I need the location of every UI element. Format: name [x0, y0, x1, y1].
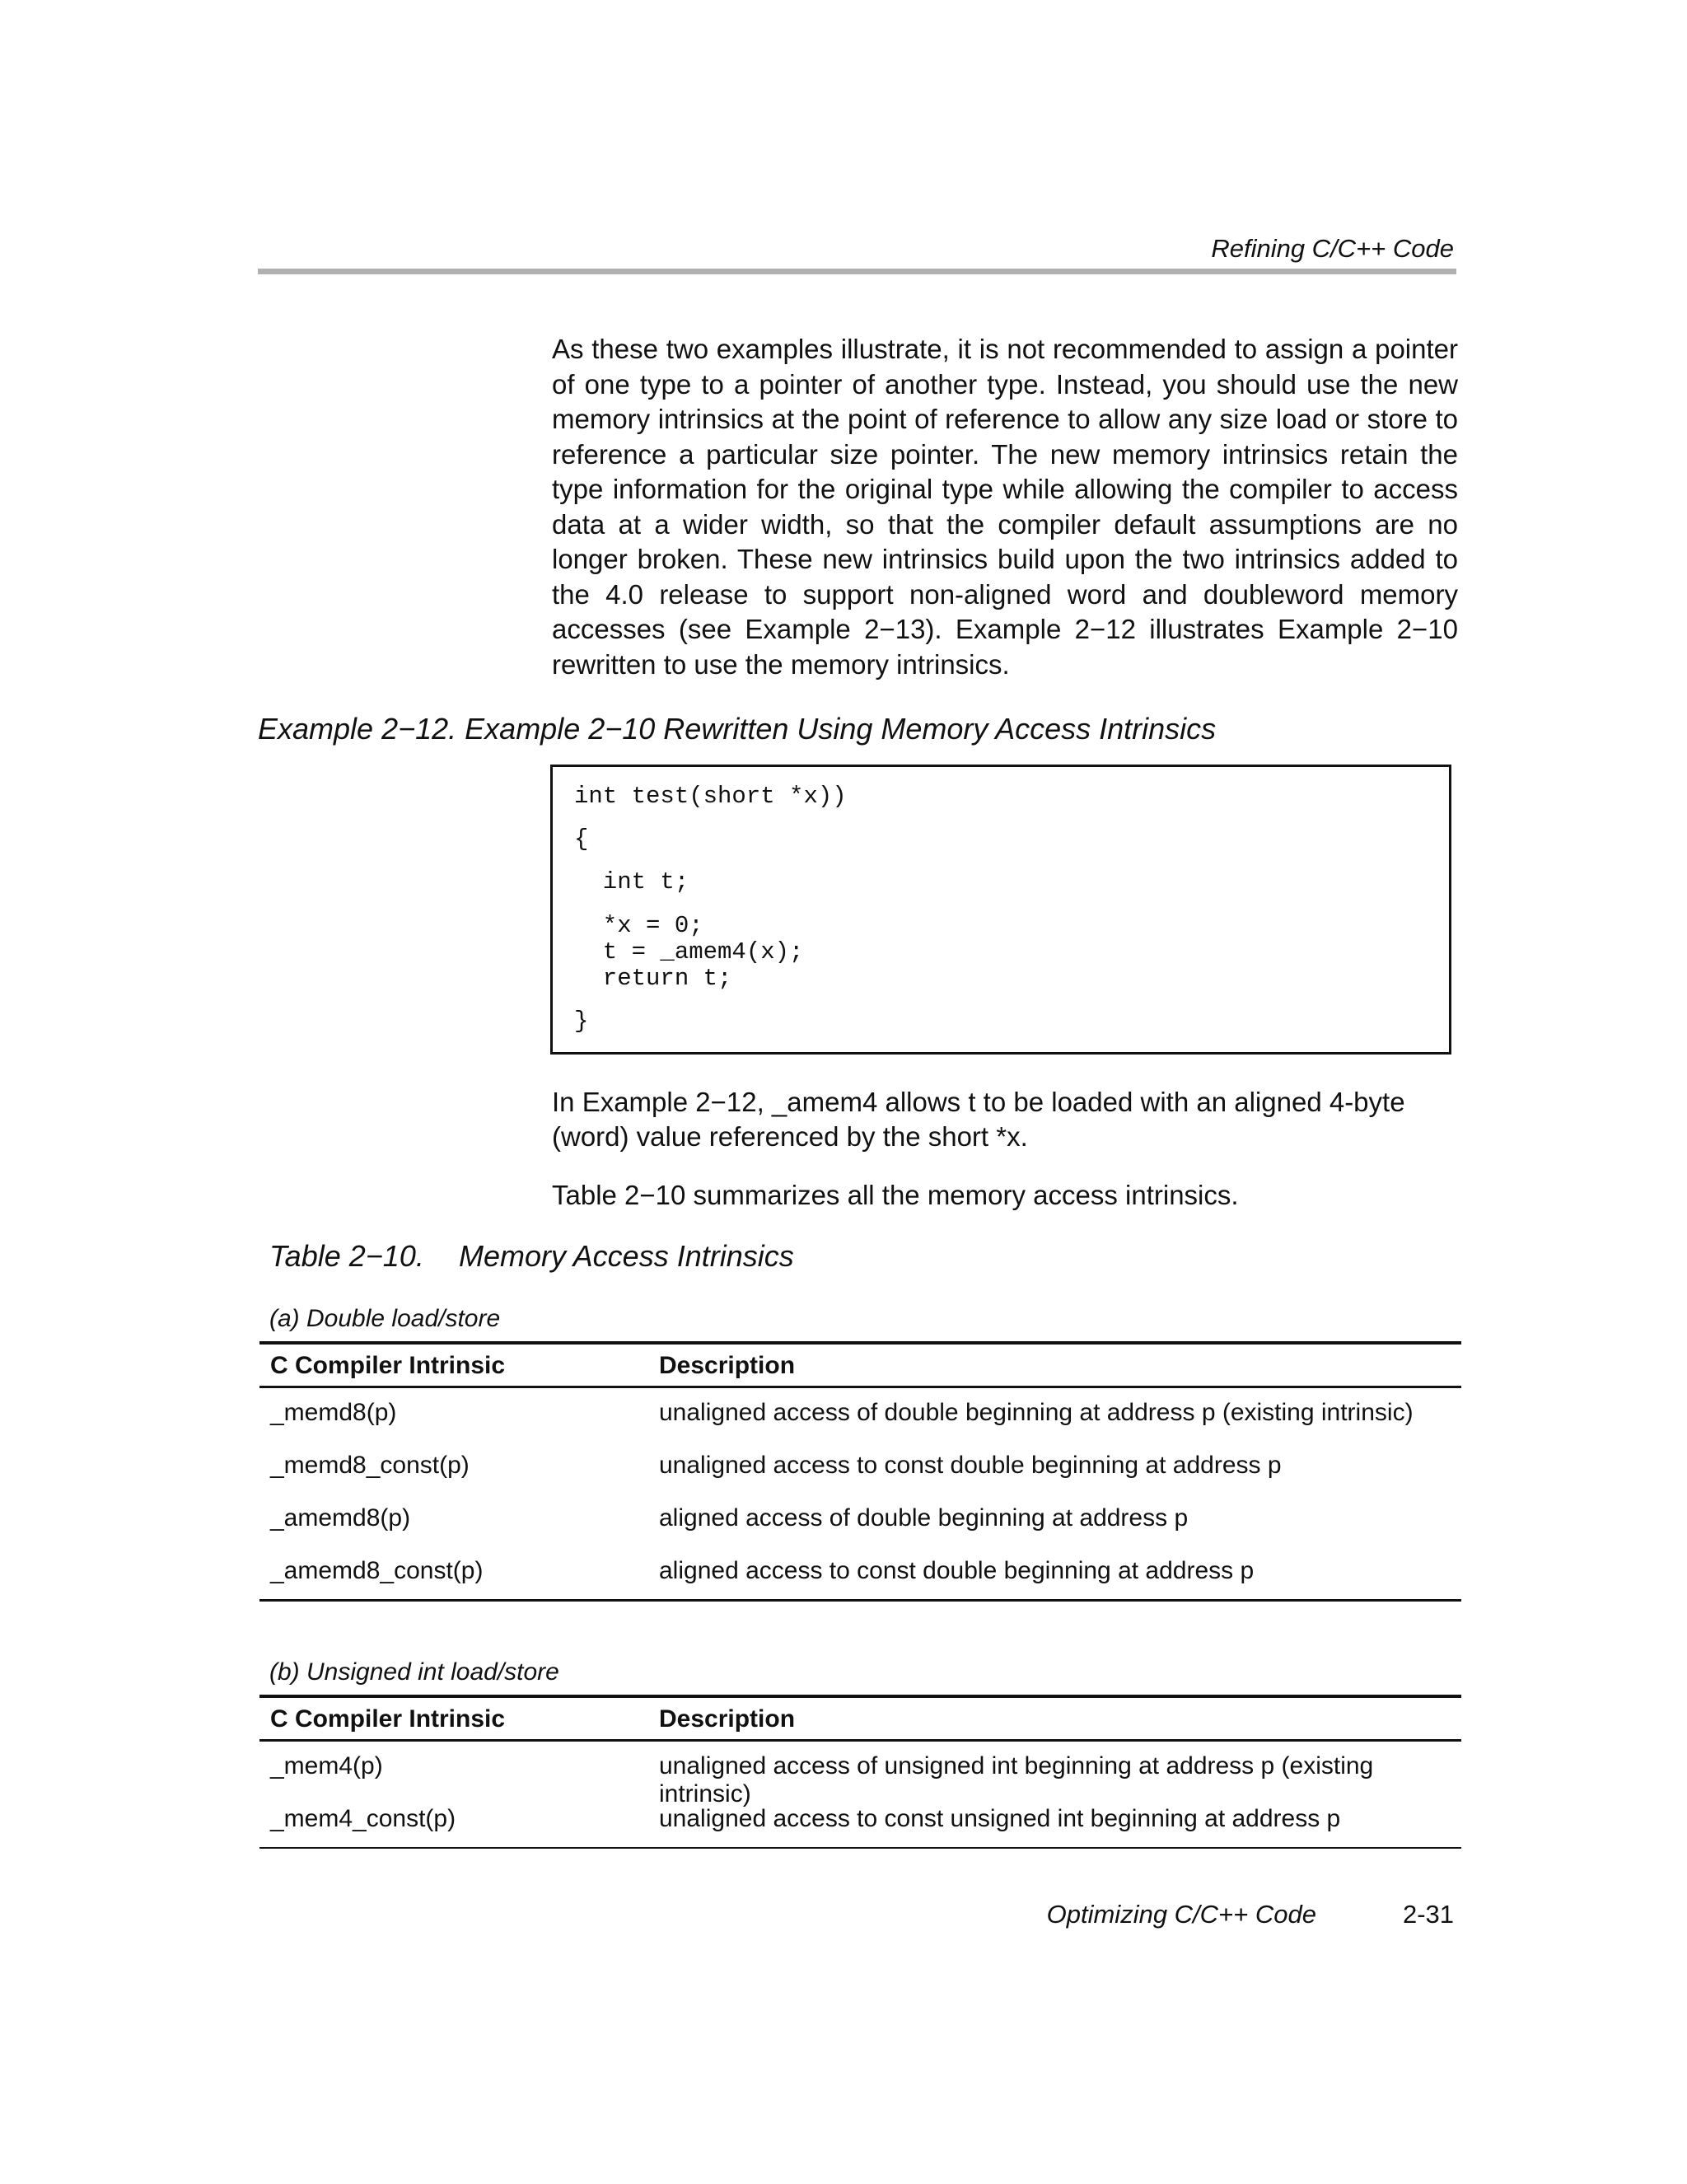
table-rule: [259, 1847, 1461, 1849]
code-line: int t;: [574, 868, 689, 896]
table-header-row: [259, 1698, 1461, 1739]
code-block: [550, 765, 1451, 1055]
post-example-paragraph: In Example 2−12, _amem4 allows t to be loaded with an aligned 4-byte (word) value referenced by the short *x.: [552, 1087, 1405, 1152]
description-cell: unaligned access of unsigned int beginning at address p (existing intrinsic): [659, 1752, 1374, 1808]
intrinsic-cell: _mem4(p): [270, 1752, 383, 1779]
table-header-row: [259, 1345, 1461, 1386]
table-row: [259, 1794, 1461, 1847]
column-header: Description: [659, 1705, 796, 1733]
description-cell: aligned access of double beginning at address p: [659, 1504, 1189, 1532]
footer-section-title: Optimizing C/C++ Code: [1046, 1900, 1316, 1929]
description-cell: unaligned access to const unsigned int beginning at address p: [659, 1805, 1341, 1832]
header-rule: [258, 269, 1456, 274]
code-line: }: [574, 1008, 589, 1035]
page-number: 2-31: [1402, 1900, 1454, 1929]
table-number: Table 2−10.: [269, 1239, 424, 1273]
description-cell: unaligned access to const double beginning at address p: [659, 1452, 1282, 1479]
code-line: t = _amem4(x);: [574, 938, 804, 966]
column-header: C Compiler Intrinsic: [270, 1705, 506, 1733]
description-cell: unaligned access of double beginning at address p (existing intrinsic): [659, 1399, 1414, 1426]
intrinsic-cell: _memd8_const(p): [270, 1452, 470, 1479]
example-caption: Example 2−12. Example 2−10 Rewritten Using Memory Access Intrinsics: [258, 712, 1217, 746]
intrinsic-cell: _amemd8(p): [270, 1504, 411, 1532]
table-title: [269, 1239, 794, 1274]
intrinsic-cell: _memd8(p): [270, 1399, 397, 1426]
subtable-caption: (a) Double load/store: [269, 1305, 501, 1332]
intrinsics-table-double: [259, 1341, 1461, 1602]
code-line: {: [574, 825, 589, 853]
summary-paragraph: Table 2−10 summarizes all the memory access intrinsics.: [552, 1180, 1239, 1210]
column-header: Description: [659, 1352, 796, 1379]
intrinsics-table-unsigned-int: [259, 1695, 1461, 1849]
intrinsic-cell: _amemd8_const(p): [270, 1557, 484, 1584]
table-row: [259, 1441, 1461, 1494]
code-line: return t;: [574, 965, 732, 992]
table-row: [259, 1494, 1461, 1546]
description-cell: aligned access to const double beginning at address p: [659, 1557, 1255, 1584]
table-row: [259, 1546, 1461, 1599]
subtable-caption: (b) Unsigned int load/store: [269, 1658, 559, 1686]
code-line: int test(short *x)): [574, 783, 847, 810]
table-rule: [259, 1599, 1461, 1602]
intro-paragraph: As these two examples illustrate, it is not recommended to assign a pointer of one type to a pointer of another type. Instead, you should use the new memory intrinsics at the point of reference to allow any size load or store to reference a particular size pointer. The new memory intrinsics retain the type information for the original type while allowing the compiler to access data at a wider width, so that the compiler default assumptions are no longer broken. These new intrinsics build upon the two intrinsics added to the 4.0 release to support non-aligned word and doubleword memory accesses (see Example 2−13). Example 2−12 illustrates Example 2−10 rewritten to use the memory intrinsics.: [552, 334, 1458, 680]
intrinsic-cell: _mem4_const(p): [270, 1805, 456, 1832]
table-row: [259, 1742, 1461, 1808]
table-title-text: Memory Access Intrinsics: [459, 1239, 794, 1273]
table-row: [259, 1388, 1461, 1441]
column-header: C Compiler Intrinsic: [270, 1352, 506, 1379]
running-header: Refining C/C++ Code: [1211, 234, 1454, 263]
code-line: *x = 0;: [574, 912, 703, 939]
